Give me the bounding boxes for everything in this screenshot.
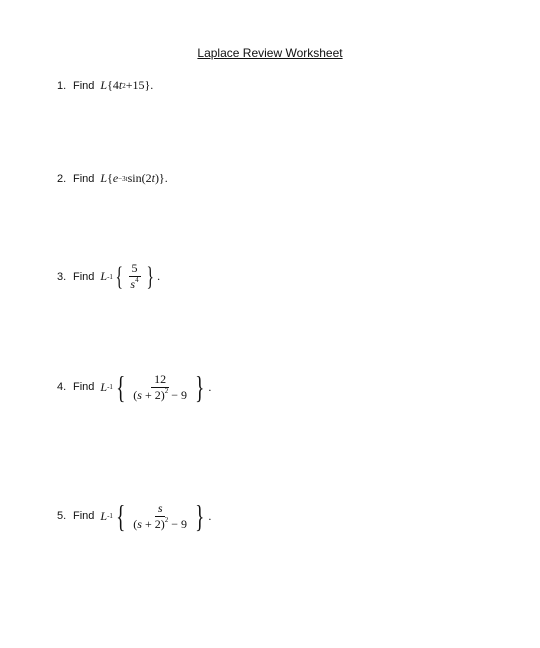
problem-5 (57, 500, 211, 532)
problem-number: 1. (57, 79, 67, 92)
problem-instruction: Find (73, 79, 95, 92)
fraction: $\frac{12}{(s + 2)^2 - 9}$ (133, 371, 188, 402)
right-brace: } (195, 498, 205, 534)
problem-instruction: Find (73, 510, 95, 522)
problem-number: 4. (57, 381, 67, 393)
problem-instruction: Find (73, 381, 95, 393)
problem-expression: L -1 { $\frac{s}{(s + 2)^2 - 9}$ } . (100, 498, 212, 534)
worksheet-title: Laplace Review Worksheet (197, 46, 343, 60)
problem-instruction: Find (73, 172, 95, 185)
fraction: $\frac{5}{s^4}$ (130, 261, 139, 291)
left-brace: { (116, 498, 126, 534)
right-brace: } (146, 261, 154, 291)
problem-2 (57, 171, 168, 186)
left-brace: { (115, 261, 123, 291)
problem-expression: L -1 { $\frac{12}{(s + 2)^2 - 9}$ } . (100, 369, 212, 405)
problem-expression: L {4 t 2 +15}. (100, 78, 154, 92)
problem-number: 5. (57, 510, 67, 522)
problem-4 (57, 371, 211, 403)
problem-number: 3. (57, 270, 67, 283)
fraction: $\frac{s}{(s + 2)^2 - 9}$ (133, 500, 188, 531)
problem-1 (57, 78, 153, 93)
left-brace: { (116, 369, 126, 405)
right-brace: } (195, 369, 205, 405)
problem-number: 2. (57, 172, 67, 185)
problem-instruction: Find (73, 270, 95, 283)
problem-expression: L -1 { $\frac{5}{s^4}$ } . (100, 261, 161, 291)
problem-3 (57, 262, 160, 291)
problem-expression: L { e −3t sin(2 t )}. (100, 171, 168, 185)
